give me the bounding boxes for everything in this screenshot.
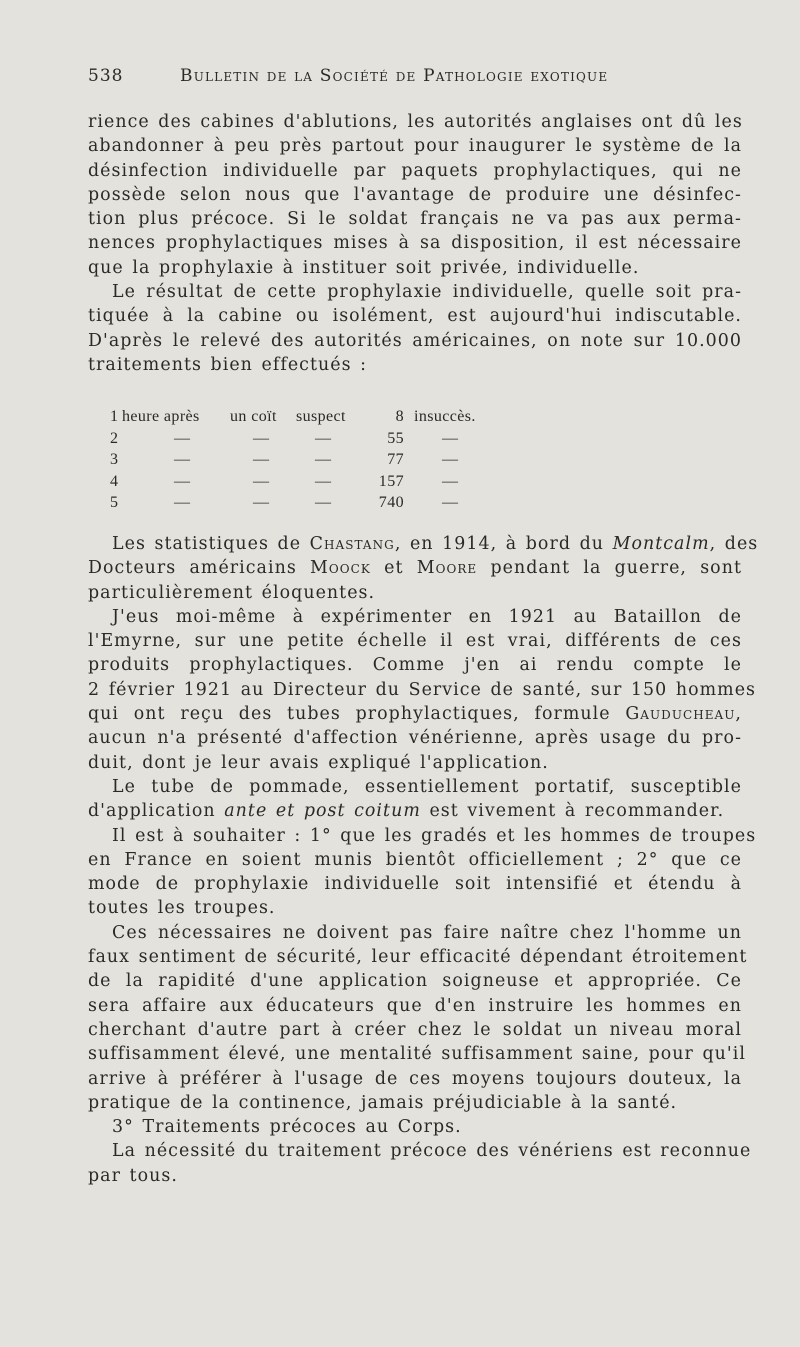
table-cell-result: — [442,472,459,490]
paragraph-3 [88,532,759,605]
paragraph-6 [88,824,757,921]
table-cell-value: 157 [378,472,404,490]
text-line: faux sentiment de sécurité, leur efficacité dépendant étroitement [88,947,748,968]
table-cell-label-a: — [174,429,191,447]
latin-phrase: ante et post coitum [224,801,421,822]
author-name: Moock [310,558,371,579]
table-cell-value: 55 [387,429,404,447]
text-run: Docteurs américains [88,558,311,579]
text-line: pratique de la continence, jamais préjudiciable à la santé. [88,1092,678,1113]
table-row [110,492,510,514]
table-cell-label-b: — [253,429,270,447]
text-run: pendant la guerre, sont [477,558,742,579]
statistics-table [110,406,510,514]
text-line: Ces nécessaires ne doivent pas faire naître chez l'homme un [112,922,742,943]
table-cell-label-b: — [253,494,270,511]
text-line: Le résultat de cette prophylaxie individuelle, quelle soit pra- [112,282,742,303]
text-block-bottom [88,532,759,1188]
text-line: J'eus moi-même à expérimenter en 1921 au Bataillon de [112,606,742,627]
table-cell-label-b: — [253,472,270,490]
text-line [88,532,759,556]
table-cell-label-a: — [174,494,191,511]
author-name: Chastang [309,534,395,554]
table-cell-hours: 5 [110,494,119,511]
text-run: et [370,558,417,579]
text-line: suffisamment élevé, une mentalité suffisamment saine, pour qu'il [88,1044,746,1065]
table-cell-label-b: — [253,451,270,468]
text-line: produits prophylactiques. Comme j'en ai rendu compte le [88,655,742,676]
author-name: Gauducheau [625,704,736,725]
text-line [88,702,742,726]
text-line: toutes les troupes. [88,898,276,919]
text-run: , des [709,534,759,554]
table-cell-label-a: — [174,451,191,468]
section-heading: 3° Traitements précoces au Corps. [112,1117,462,1138]
paragraph-9 [88,1139,752,1188]
text-line: sera affaire aux éducateurs que d'en instruire les hommes en [88,995,742,1016]
table-cell-label-c: — [315,494,332,511]
text-line: mode de prophylaxie individuelle soit intensifié et étendu à [88,874,742,895]
text-line: désinfection individuelle par paquets prophylactiques, qui ne [88,160,742,181]
ship-name: Montcalm [612,534,710,554]
table-cell-hours: 1 [110,408,119,425]
text-line: 2 février 1921 au Directeur du Service de santé, sur 150 hommes [88,679,757,700]
table-cell-label-a: heure après [122,408,200,425]
table-cell-label-c: — [315,472,332,490]
text-line: que la prophylaxie à instituer soit privée, individuelle. [88,257,640,278]
paragraph-2 [88,280,742,377]
running-title: Bulletin de la Société de Pathologie exotique [180,66,609,86]
text-line: en France en soient munis bientôt officiellement ; 2° que ce [88,849,742,870]
text-line: rience des cabines d'ablutions, les autorités anglaises ont dû les [88,112,743,132]
text-run: , en 1914, à bord du [394,534,613,554]
table-row [110,406,510,428]
page-number: 538 [88,66,124,86]
text-run: d'application [88,801,225,822]
table-cell-label-c: — [315,429,332,447]
text-line: cherchant d'autre part à créer chez le soldat un niveau moral [88,1019,742,1040]
text-line [88,799,742,823]
text-line: aucun n'a présenté d'affection vénérienne, après usage du pro- [88,728,742,749]
table-cell-label-a: — [174,472,191,490]
text-line: par tous. [88,1165,178,1186]
table-cell-hours: 4 [110,472,119,490]
text-block-top [88,110,742,377]
table-row [110,471,510,493]
text-line: abandonner à peu près partout pour inaugurer le système de la [88,136,742,157]
text-line: tiquée à la cabine ou isolément, est aujourd'hui indiscutable. [88,306,742,327]
table-cell-hours: 2 [110,429,119,447]
table-cell-label-c: — [315,451,332,468]
text-line: La nécessité du traitement précoce des vénériens est reconnue [112,1141,752,1162]
text-run: Les statistiques de [112,534,310,554]
table-cell-label-c: suspect [296,408,346,425]
text-line: arrive à préférer à l'usage de ces moyens toujours douteux, la [88,1068,742,1089]
text-line: Le tube de pommade, essentiellement portatif, susceptible [112,776,742,797]
table-cell-value: 740 [378,494,404,511]
paragraph-5 [88,775,742,824]
text-line: nences prophylactiques mises à sa disposition, il est nécessaire [88,233,742,254]
text-line: Il est à souhaiter : 1° que les gradés et les hommes de troupes [112,825,757,846]
text-line: duit, dont je leur avais expliqué l'application. [88,752,549,773]
text-run: qui ont reçu des tubes prophylactiques, formule [88,704,626,725]
paragraph-8 [88,1115,742,1139]
paragraph-1 [88,110,742,280]
text-line: traitements bien effectués : [88,354,368,375]
table-cell-result: — [442,429,459,447]
author-name: Moore [416,558,478,579]
table-cell-value: 77 [387,451,404,468]
paragraph-7 [88,921,748,1115]
text-run: , [735,704,742,725]
table-row [110,428,510,450]
paragraph-4 [88,605,757,775]
table-cell-result: insuccès. [414,408,476,425]
text-line: l'Emyrne, sur une petite échelle il est vrai, différents de ces [88,631,742,652]
table-cell-result: — [442,451,459,468]
table-cell-value: 8 [395,408,404,425]
text-line: D'après le relevé des autorités américaines, on note sur 10.000 [88,330,742,351]
table-cell-hours: 3 [110,451,119,468]
table-cell-label-b: un coït [230,408,277,425]
text-line: tion plus précoce. Si le soldat français ne va pas aux perma- [88,209,742,230]
text-line: possède selon nous que l'avantage de produire une désinfec- [88,184,742,205]
text-line: de la rapidité d'une application soigneuse et appropriée. Ce [88,971,742,992]
table-cell-result: — [442,494,459,511]
text-run: est vivement à recommander. [420,801,725,822]
text-line: particulièrement éloquentes. [88,582,376,603]
text-line [88,556,742,580]
table-row [110,449,510,471]
page-header [88,66,728,94]
